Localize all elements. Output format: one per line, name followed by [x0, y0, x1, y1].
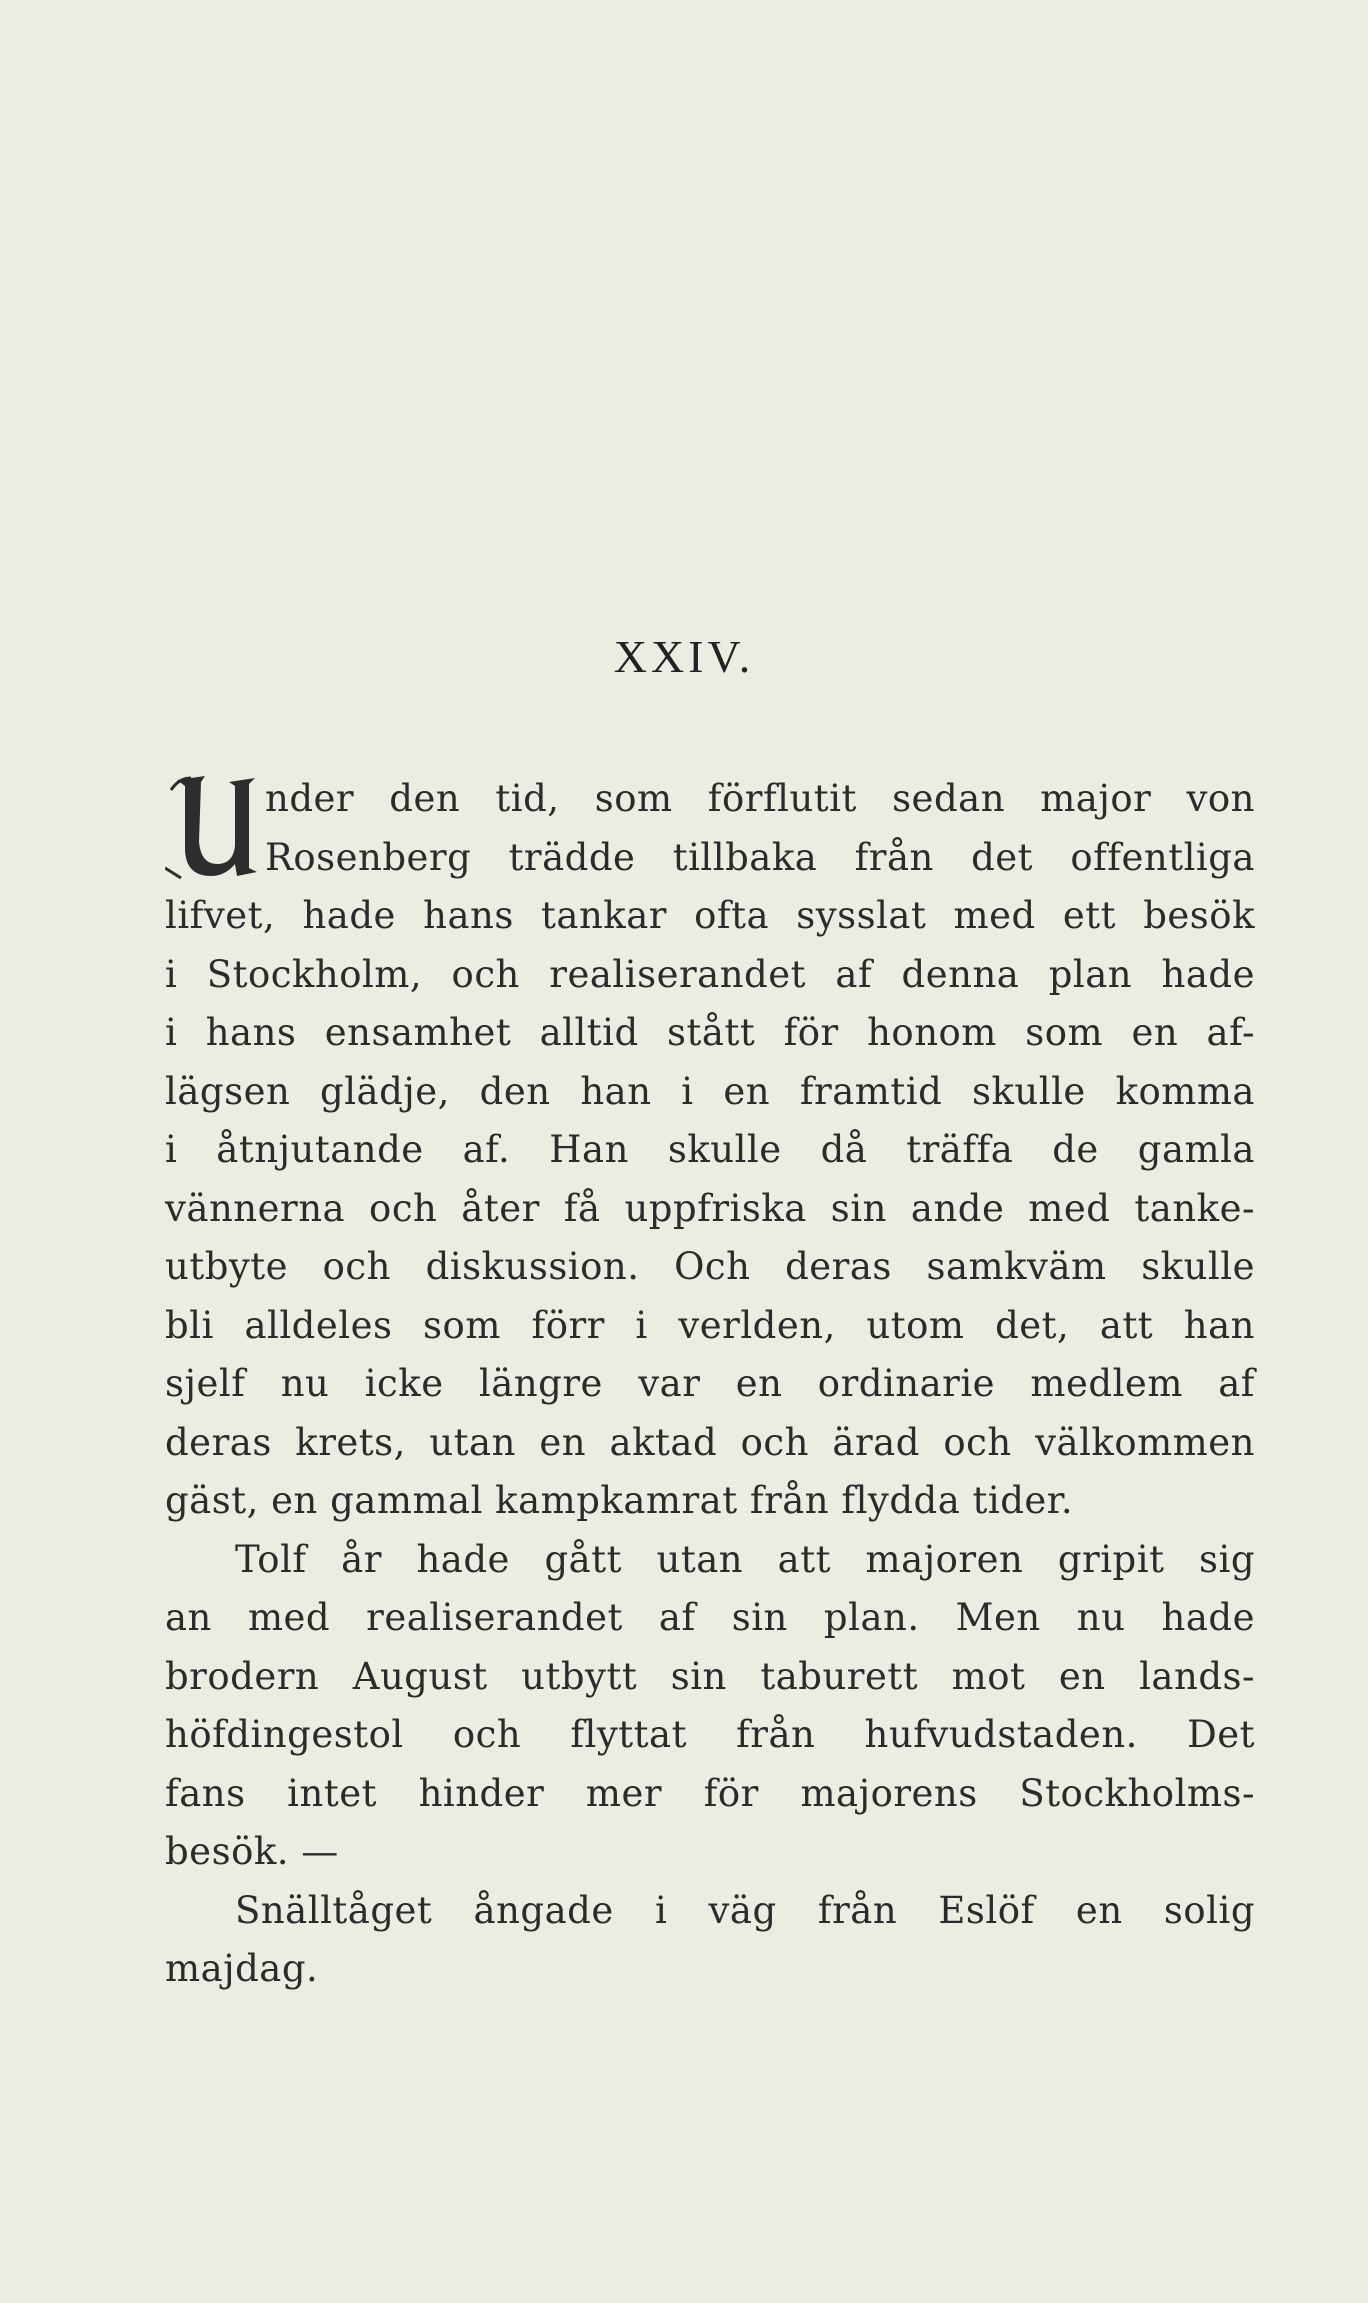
text-line: vännerna och åter få uppfriska sin ande med tanke-	[165, 1186, 1255, 1230]
text-line: bli alldeles som förr i verlden, utom det, att han	[165, 1303, 1255, 1347]
text-line: fans intet hinder mer för majorens Stockholms-	[165, 1771, 1255, 1815]
text-line: Tolf år hade gått utan att majoren gripit sig	[235, 1537, 1255, 1581]
dropcap-letter-icon	[165, 772, 265, 882]
text-line: Snälltåget ångade i väg från Eslöf en solig	[235, 1888, 1255, 1932]
text-line: nder den tid, som förflutit sedan major von	[265, 777, 1255, 820]
chapter-heading: XXIV.	[613, 631, 755, 682]
text-line: utbyte och diskussion. Och deras samkväm skulle	[165, 1245, 1255, 1288]
text-line: höfdingestol och flyttat från hufvudstaden. Det	[165, 1713, 1255, 1756]
text-line: gäst, en gammal kampkamrat från flydda tider.	[165, 1479, 1074, 1522]
text-line: besök. —	[165, 1830, 339, 1873]
text-line: majdag.	[165, 1947, 319, 1990]
text-line: Rosenberg trädde tillbaka från det offentliga	[265, 835, 1255, 879]
dropcap-initial	[165, 772, 265, 882]
text-line: an med realiserandet af sin plan. Men nu hade	[165, 1596, 1255, 1639]
text-line: brodern August utbytt sin taburett mot en lands-	[165, 1654, 1255, 1698]
text-line: lägsen glädje, den han i en framtid skulle komma	[165, 1069, 1255, 1113]
text-line: deras krets, utan en aktad och ärad och välkommen	[165, 1420, 1255, 1464]
text-line: i Stockholm, och realiserandet af denna plan hade	[165, 952, 1255, 996]
text-line: lifvet, hade hans tankar ofta sysslat med ett besök	[165, 894, 1255, 937]
text-line: sjelf nu icke längre var en ordinarie medlem af	[165, 1362, 1255, 1405]
body-text	[165, 770, 1255, 1999]
text-line: i hans ensamhet alltid stått för honom som en af-	[165, 1011, 1255, 1054]
text-line: i åtnjutande af. Han skulle då träffa de gamla	[165, 1128, 1255, 1171]
